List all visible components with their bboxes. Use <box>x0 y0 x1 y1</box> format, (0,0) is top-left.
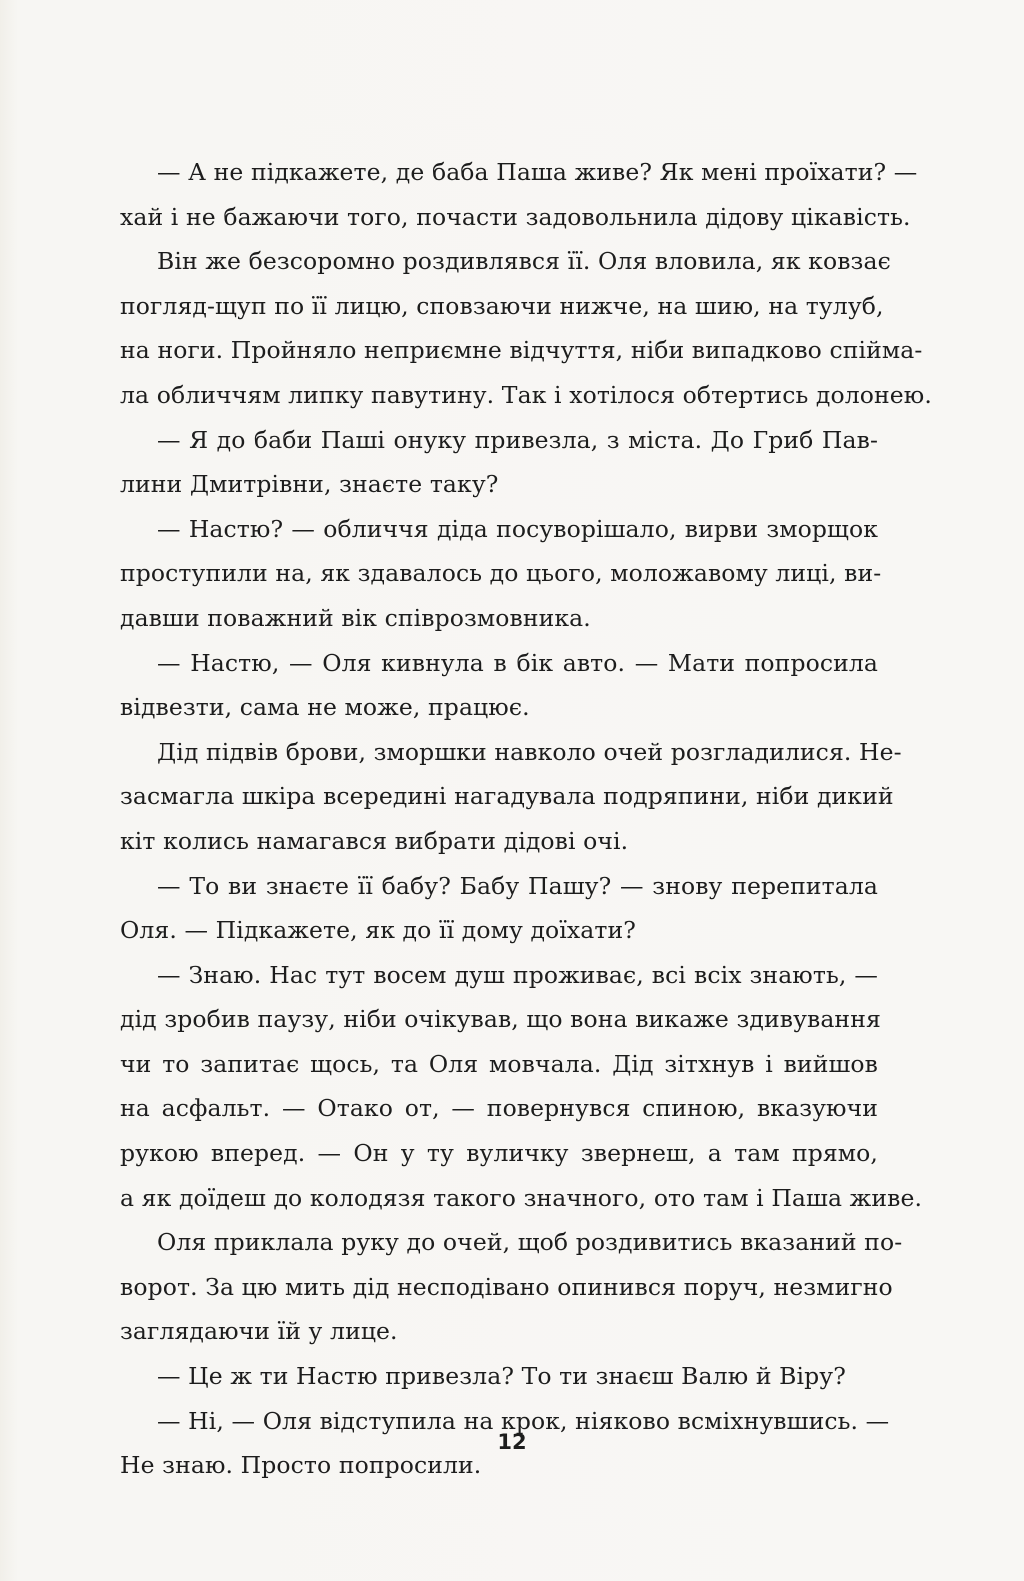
page-text <box>120 150 932 1488</box>
text-line: засмагла шкіра всередині нагадувала подряпини, ніби дикий <box>120 782 894 811</box>
text-line: ворот. За цю мить дід несподівано опинився поруч, незмигно <box>120 1272 893 1301</box>
text-line: лини Дмитрівни, знаєте таку? <box>120 470 499 499</box>
text-line: — Настю? — обличчя діда посуворішало, вирви зморщок <box>157 514 878 543</box>
text-line: — А не підкажете, де баба Паша живе? Як мені проїхати? — <box>157 158 918 186</box>
text-line: чи то запитає щось, та Оля мовчала. Дід зітхнув і вийшов <box>120 1049 878 1078</box>
text-line: — Настю, — Оля кивнула в бік авто. — Мати попросила <box>157 648 878 677</box>
text-line: Оля приклала руку до очей, щоб роздивитись вказаний по- <box>157 1228 903 1257</box>
text-line: проступили на, як здавалось до цього, моложавому лиці, ви- <box>120 559 882 588</box>
text-line: Не знаю. Просто попросили. <box>120 1451 482 1480</box>
text-line: — Ні, — Оля відступила на крок, ніяково всміхнувшись. — <box>157 1406 890 1435</box>
text-line: на асфальт. — Отако от, — повернувся спиною, вказуючи <box>120 1094 878 1123</box>
text-line: — Я до баби Паші онуку привезла, з міста. До Гриб Пав- <box>157 425 878 454</box>
text-line: кіт колись намагався вибрати дідові очі. <box>120 826 629 855</box>
text-line: на ноги. Пройняло неприємне відчуття, ніби випадково спійма- <box>120 336 923 365</box>
text-line: погляд-щуп по її лицю, сповзаючи нижче, на шию, на тулуб, <box>120 291 884 320</box>
text-line: — То ви знаєте її бабу? Бабу Пашу? — знову перепитала <box>157 871 878 900</box>
text-line: хай і не бажаючи того, почасти задовольнила дідову цікавість. <box>120 202 911 231</box>
text-line: відвезти, сама не може, працює. <box>120 693 530 722</box>
text-line: — Знаю. Нас тут восем душ проживає, всі всіх знають, — <box>157 960 878 989</box>
text-line: Дід підвів брови, зморшки навколо очей розгладилися. Не- <box>157 737 902 766</box>
text-line: — Це ж ти Настю привезла? То ти знаєш Валю й Віру? <box>157 1362 846 1391</box>
page-number: 12 <box>497 1430 527 1454</box>
text-line: рукою вперед. — Он у ту вуличку звернеш, а там прямо, <box>120 1139 878 1168</box>
text-line: заглядаючи їй у лице. <box>120 1317 398 1346</box>
text-line: давши поважний вік співрозмовника. <box>120 603 591 632</box>
text-line: Оля. — Підкажете, як до її дому доїхати? <box>120 916 636 945</box>
text-line: а як доїдеш до колодязя такого значного, ото там і Паша живе. <box>120 1183 923 1212</box>
text-line: Він же безсоромно роздивлявся її. Оля вловила, як ковзає <box>157 247 891 276</box>
text-line: ла обличчям липку павутину. Так і хотілося обтертись долонею. <box>120 380 932 409</box>
text-line: дід зробив паузу, ніби очікував, що вона викаже здивування <box>120 1005 881 1034</box>
